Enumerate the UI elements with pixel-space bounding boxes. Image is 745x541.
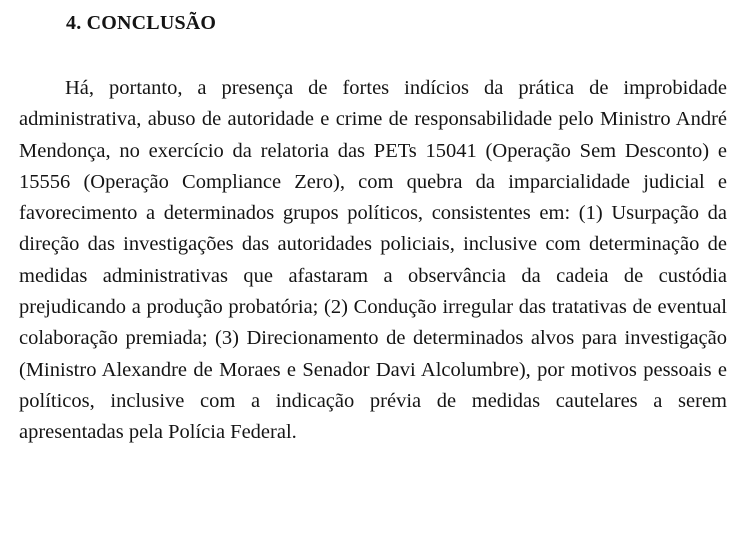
section-heading: 4. CONCLUSÃO <box>66 12 217 34</box>
conclusion-paragraph: Há, portanto, a presença de fortes indícios da prática de improbidade administrativa, abuso de autoridade e crime de responsabilidade pelo Ministro André Mendonça, no exercício da relatoria das PETs 15041 (Operação Sem Desconto) e 15556 (Operação Compliance Zero), com quebra da imparcialidade judicial e favorecimento a determinados grupos políticos, consistentes em: (1) Usurpação da direção das investigações das autoridades policiais, inclusive com determinação de medidas administrativas que afastaram a observância da cadeia de custódia prejudicando a produção probatória; (2) Condução irregular das tratativas de eventual colaboração premiada; (3) Direcionamento de determinados alvos para investigação (Ministro Alexandre de Moraes e Senador Davi Alcolumbre), por motivos pessoais e políticos, inclusive com a indicação prévia de medidas cautelares a serem apresentadas pela Polícia Federal. <box>19 77 727 444</box>
